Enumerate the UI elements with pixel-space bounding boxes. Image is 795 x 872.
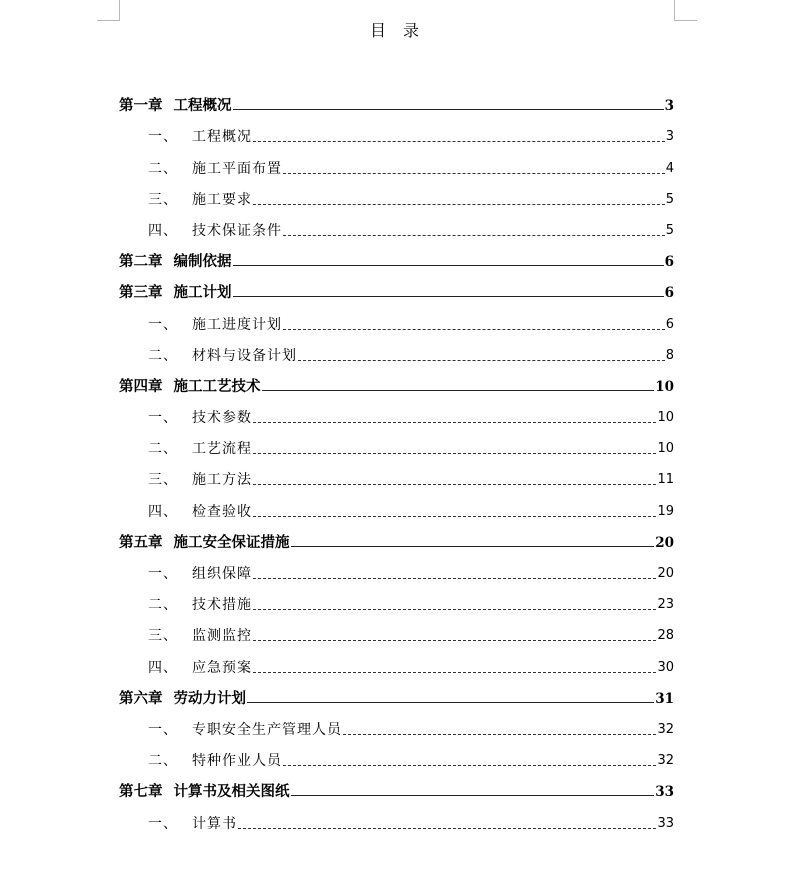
toc-leader-line (343, 734, 656, 735)
toc-leader-line (291, 546, 655, 547)
toc-entry-number: 一、 (148, 129, 178, 146)
toc-page-number: 19 (657, 503, 674, 519)
toc-leader-line (247, 702, 654, 703)
toc-page-number: 6 (664, 285, 674, 302)
toc-page-number: 3 (665, 129, 674, 145)
toc-entry-title: 监测监控 (192, 628, 252, 645)
toc-leader-line (283, 235, 665, 236)
toc-chapter-entry[interactable] (119, 365, 674, 396)
toc-entry-number: 一、 (148, 410, 178, 427)
toc-page-number: 11 (657, 472, 674, 488)
toc-entry-title: 施工要求 (192, 191, 252, 208)
toc-chapter-entry[interactable] (119, 770, 674, 801)
toc-entry-title: 计算书 (192, 815, 237, 832)
toc-page-number: 30 (657, 659, 674, 675)
toc-section-entry[interactable] (119, 427, 674, 458)
toc-section-entry[interactable] (119, 801, 674, 832)
toc-entry-title: 材料与设备计划 (192, 347, 297, 364)
toc-entry-number: 一、 (148, 316, 178, 333)
toc-leader-line (253, 609, 656, 610)
toc-entry-title: 施工平面布置 (192, 160, 282, 177)
toc-section-entry[interactable] (119, 645, 674, 676)
toc-leader-line (233, 109, 664, 110)
toc-section-entry[interactable] (119, 708, 674, 739)
toc-leader-line (283, 765, 656, 766)
toc-page-number: 23 (657, 597, 674, 613)
toc-entry-title: 施工方法 (192, 472, 252, 489)
toc-entry-title: 特种作业人员 (192, 753, 282, 770)
toc-section-entry[interactable] (119, 489, 674, 520)
toc-section-entry[interactable] (119, 739, 674, 770)
toc-entry-number: 第七章 (119, 783, 163, 801)
toc-entry-title: 工程概况 (173, 97, 232, 115)
toc-leader-line (238, 828, 656, 829)
toc-chapter-entry[interactable] (119, 84, 674, 115)
toc-entry-number: 二、 (148, 441, 178, 458)
toc-leader-line (291, 795, 655, 796)
toc-entry-title: 施工计划 (173, 284, 232, 302)
toc-entry-number: 一、 (148, 566, 178, 582)
toc-entry-number: 三、 (148, 472, 178, 489)
toc-section-entry[interactable] (119, 178, 674, 209)
toc-section-entry[interactable] (119, 146, 674, 177)
toc-entry-title: 劳动力计划 (173, 689, 246, 707)
toc-chapter-entry[interactable] (119, 521, 674, 552)
toc-page-number: 8 (665, 347, 674, 363)
toc-entry-title: 施工进度计划 (192, 316, 282, 333)
toc-leader-line (253, 640, 656, 641)
toc-page-number: 32 (657, 721, 674, 737)
toc-section-entry[interactable] (119, 614, 674, 645)
toc-chapter-entry[interactable] (119, 677, 674, 708)
table-of-contents (119, 84, 674, 833)
toc-entry-number: 三、 (148, 628, 178, 645)
toc-entry-title: 组织保障 (192, 566, 252, 582)
toc-section-entry[interactable] (119, 209, 674, 240)
toc-chapter-entry[interactable] (119, 240, 674, 271)
toc-section-entry[interactable] (119, 583, 674, 614)
toc-entry-number: 第六章 (119, 689, 163, 707)
toc-entry-title: 技术参数 (192, 410, 252, 427)
toc-entry-title: 编制依据 (173, 253, 232, 271)
toc-entry-title: 专职安全生产管理人员 (192, 721, 342, 738)
toc-leader-line (253, 578, 656, 579)
toc-entry-number: 第三章 (119, 284, 163, 302)
toc-leader-line (253, 484, 656, 485)
toc-page-number: 5 (665, 191, 674, 207)
toc-leader-line (298, 360, 665, 361)
toc-page-number: 33 (655, 784, 674, 801)
toc-leader-line (233, 296, 664, 297)
toc-page-number: 6 (665, 316, 674, 332)
toc-entry-number: 二、 (148, 347, 178, 364)
toc-page-number: 32 (657, 753, 674, 769)
toc-leader-line (253, 453, 656, 454)
toc-chapter-entry[interactable] (119, 271, 674, 302)
toc-leader-line (233, 265, 664, 266)
toc-entry-title: 施工安全保证措施 (173, 533, 290, 551)
toc-section-entry[interactable] (119, 458, 674, 489)
toc-page-number: 20 (657, 566, 674, 581)
toc-entry-number: 一、 (148, 815, 178, 832)
toc-entry-number: 第二章 (119, 253, 163, 271)
toc-entry-number: 第四章 (119, 377, 163, 395)
toc-entry-title: 施工工艺技术 (173, 377, 261, 395)
crop-mark-top-left (97, 0, 120, 21)
toc-leader-line (283, 173, 665, 174)
toc-page-number: 10 (657, 441, 674, 457)
toc-page-number: 20 (655, 534, 674, 551)
toc-entry-title: 工程概况 (192, 129, 252, 146)
toc-title: 目 录 (369, 21, 426, 40)
toc-page-number: 6 (664, 254, 674, 271)
toc-entry-number: 四、 (148, 222, 178, 239)
toc-section-entry[interactable] (119, 396, 674, 427)
toc-leader-line (253, 204, 665, 205)
toc-entry-title: 计算书及相关图纸 (173, 783, 290, 801)
toc-section-entry[interactable] (119, 115, 674, 146)
toc-entry-number: 二、 (148, 160, 178, 177)
toc-entry-number: 一、 (148, 721, 178, 738)
toc-leader-line (253, 516, 656, 517)
toc-entry-number: 三、 (148, 191, 178, 208)
toc-page-number: 33 (657, 815, 674, 831)
toc-leader-line (253, 422, 656, 423)
toc-page-number: 10 (655, 378, 674, 395)
toc-entry-number: 四、 (148, 503, 178, 520)
toc-leader-line (283, 329, 665, 330)
toc-leader-line (262, 390, 655, 391)
toc-entry-number: 二、 (148, 753, 178, 770)
toc-entry-title: 技术保证条件 (192, 222, 282, 239)
toc-section-entry[interactable] (119, 302, 674, 333)
toc-entry-number: 四、 (148, 659, 178, 676)
toc-page-number: 3 (664, 98, 674, 115)
toc-page-number: 31 (655, 690, 674, 707)
toc-entry-title: 检查验收 (192, 503, 252, 520)
toc-page-number: 5 (665, 222, 674, 238)
toc-page-number: 10 (657, 410, 674, 426)
toc-entry-number: 第一章 (119, 97, 163, 115)
toc-entry-title: 技术措施 (192, 597, 252, 614)
toc-entry-title: 工艺流程 (192, 441, 252, 458)
toc-page-number: 4 (665, 160, 674, 176)
toc-page-number: 28 (657, 628, 674, 644)
crop-mark-top-right (674, 0, 697, 21)
toc-leader-line (253, 672, 656, 673)
toc-entry-title: 应急预案 (192, 659, 252, 676)
toc-leader-line (253, 141, 665, 142)
toc-entry-number: 二、 (148, 597, 178, 614)
toc-entry-number: 第五章 (119, 533, 163, 551)
toc-section-entry[interactable] (119, 552, 674, 583)
toc-section-entry[interactable] (119, 334, 674, 365)
